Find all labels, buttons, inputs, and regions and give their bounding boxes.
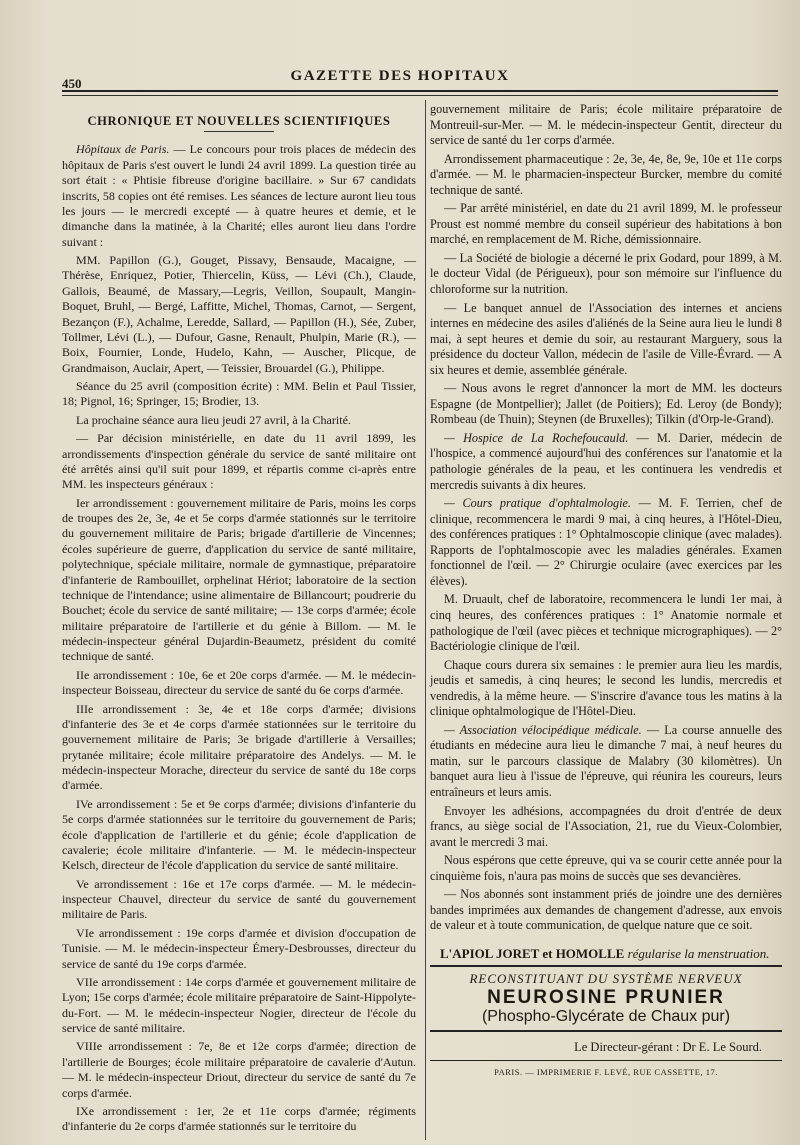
ad-rule (430, 965, 782, 967)
paragraph (430, 301, 782, 379)
paragraph (62, 1104, 416, 1135)
paragraph (430, 658, 782, 720)
paragraph (430, 201, 782, 248)
paragraph-lead: — Hospice de La Rochefoucauld. (444, 430, 629, 445)
section-title: CHRONIQUE ET NOUVELLES SCIENTIFIQUES (87, 114, 391, 128)
paragraph (430, 102, 782, 149)
column-separator (425, 100, 426, 1140)
paragraph-text: Séance du 25 avril (composition écrite) : MM. Belin et Paul Tissier, 18; Pignol, 16; Springer, 15; Brodier, 13. (62, 379, 416, 409)
ad-line-3: (Phospho-Glycérate de Chaux pur) (481, 1007, 731, 1025)
paragraph-lead: — Association vélocipédique médicale. (444, 722, 642, 737)
paragraph-text: — Nous avons le regret d'annoncer la mort de MM. les docteurs Espagne (de Montpellier); Jallet (de Poitiers); Ed. Leroy (de Bondy); Rombeau (de Thuin); Steynen (de Bruxelles); Tilkin (d'Orp-le-Grand). (430, 381, 782, 427)
paragraph-text: — Le concours pour trois places de médecin des hôpitaux de Paris s'est ouvert le lundi 24 avril 1899. La question tirée au sort était : « Phtisie fibreuse d'origine bacillaire. » Sur 67 candidats inscrits, 58 copies ont été remises. Les séances de lecture auront lieu tous les jours — le mercredi excepté — à quatre heures et demie, et le dimanche dans la matinée, à la Charité; elles auront lieu dans l'ordre suivant : (62, 142, 416, 249)
paragraph (430, 381, 782, 428)
ad-rule-bottom (430, 1030, 782, 1032)
paragraph (62, 142, 416, 250)
paragraph-text: — Par décision ministérielle, en date du 11 avril 1899, les arrondissements d'inspection générale du service de santé militaire ont été arrêtés ainsi qu'il suit pour 1899, et répartis comme ci-après entre MM. les inspecteurs généraux : (62, 431, 416, 492)
paragraph-text: — Le banquet annuel de l'Association des internes et anciens internes en médecine des asiles d'aliénés de la Seine aura lieu le lundi 8 mai, à sept heures et demie du soir, au restaurant Marguery, sous la présidence du docteur Vallon, médecin de l'asile de Ville-Évrard. — A six heures et demie, assemblée générale. (430, 300, 782, 377)
paragraph-text: VIIe arrondissement : 14e corps d'armée et gouvernement militaire de Lyon; 15e corps d'armée; école militaire préparatoire de Saint-Hippolyte-du-Fort. — M. le médecin-inspecteur Nogier, directeur de l'école du service de santé militaire. (62, 974, 416, 1035)
ad-headline (430, 946, 782, 962)
paragraph (62, 253, 416, 376)
paragraph (430, 853, 782, 884)
paragraph-lead: — Cours pratique d'ophtalmologie. (444, 496, 631, 511)
paragraph-text: IIe arrondissement : 10e, 6e et 20e corps d'armée. — M. le médecin-inspecteur Boisseau, directeur du service de santé du 6e corps d'armée. (62, 667, 416, 698)
paragraph-text: Ier arrondissement : gouvernement militaire de Paris, moins les corps de troupes des 2e, 3e, 4e et 5e corps d'armée stationnés sur le territoire du gouvernement militaire de Paris; brigade d'artillerie de Vincennes; écoles supérieure de guerre, d'application du service de santé militaire, polytechnique, spéciale militaire, normale de gymnastique, préparatoire d'infanterie de Rambouillet, orphelinat Hériot; laboratoire de la section technique de l'intendance; usine alimentaire de Billancourt; poudrerie du Bouchet; école du service de santé militaire; — 13e corps d'armée; école militaire préparatoire de l'artillerie et du génie à Billom. — M. le médecin-inspecteur général Dujardin-Beaumetz, président du comité technique de santé. (62, 495, 416, 664)
paragraph (430, 804, 782, 851)
printer-imprint: PARIS. — IMPRIMERIE F. LEVÉ, RUE CASSETTE, 17. (494, 1066, 718, 1077)
page-number: 450 (62, 76, 82, 91)
paragraph (62, 413, 416, 428)
paragraph (430, 723, 782, 801)
left-paragraphs (62, 142, 416, 1134)
paragraph-text: IIIe arrondissement : 3e, 4e et 18e corps d'armée; divisions d'infanterie des 3e et 4e corps d'armée stationnées sur le territoire du gouvernement militaire de Paris; 3e brigade d'artillerie à Versailles; prytanée militaire; école militaire préparatoire des Andelys. — M. le médecin-inspecteur Morache, directeur du service de santé du 18e corps d'armée. (62, 701, 416, 793)
paragraph (62, 926, 416, 972)
paragraph (62, 877, 416, 923)
paragraph (430, 251, 782, 298)
right-column (430, 102, 782, 1080)
paragraph (62, 1039, 416, 1101)
paragraph (62, 431, 416, 493)
paragraph-text: — La Société de biologie a décerné le prix Godard, pour 1899, à M. le docteur Vidal (de Périgueux), pour son mémoire sur l'influence du chloroforme sur la nutrition. (430, 250, 782, 297)
paragraph-text: — M. Darier, médecin de l'hospice, a commencé aujourd'hui des conférences sur l'anatomie et la pathologie générales de la peau, et les continuera les vendredis et mercredis suivants à dix heures. (430, 430, 783, 492)
header-rule (62, 90, 778, 92)
paragraph-text: — M. F. Terrien, chef de clinique, recommencera le mardi 9 mai, à cinq heures, à l'Hôtel-Dieu, des conférences pratiques : 1° Ophtalmoscopie clinique (avec malades). Rapports de l'ophtalmoscopie avec les maladies générales. Examen fonctionnel de l'œil. — 2° Chirurgie oculaire (avec exercices par les élèves). (430, 496, 782, 588)
running-title: GAZETTE DES HOPITAUX (290, 68, 510, 84)
paragraph-text: Arrondissement pharmaceutique : 2e, 3e, 4e, 8e, 9e, 10e et 11e corps d'armée. — M. le pharmacien-inspecteur Burcker, membre du comité technique de santé. (430, 151, 782, 197)
paragraph (62, 668, 416, 699)
paragraph-text: — Par arrêté ministériel, en date du 21 avril 1899, M. le professeur Proust est nommé membre du conseil supérieur des habitations à bon marché, en remplacement de M. Riche, démissionnaire. (430, 201, 782, 247)
section-title-rule (204, 131, 274, 132)
paragraph-text: gouvernement militaire de Paris; école militaire préparatoire de Montreuil-sur-Mer. — M. le médecin-inspecteur Gentit, directeur du service de santé du 1er corps d'armée. (430, 102, 782, 148)
paragraph-text: MM. Papillon (G.), Gouget, Pissavy, Bensaude, Macaigne, — Thérèse, Enriquez, Potier, Thiercelin, Küss, — Lévi (Ch.), Claude, Gallois, Beaumé, de Massary,—Legris, Veillon, Soupault, Mangin-Boquet, Bruhl, — Bergé, Laffitte, Michel, Thomas, Carnot, — Sergent, Bezançon (F.), Achalme, Leredde, Sallard, — Papillon (H.), Sée, Zuber, Tollmer, Lévi (L.), — Dufour, Gasne, Renault, Phulpin, Marie (R.), — Boix, Fournier, Londe, Hudelo, Kahn, — Auscher, Plicque, de Grandmaison, Auclair, Apert, — Teissier, Brouardel (G.), Philippe. (62, 253, 416, 375)
paragraph (62, 797, 416, 874)
paragraph-text: M. Druault, chef de laboratoire, recommencera le lundi 1er mai, à cinq heures, des conférences pratiques : 1° Anatomie normale et pathologique de l'œil (avec pièces et technique micrographiques). — 2° Bactériologie clinique de l'œil. (430, 592, 782, 654)
paragraph-text: — La course annuelle des étudiants en médecine aura lieu le dimanche 7 mai, à neuf heures du matin, sur le parcours classique de Malabry (30 kilomètres). Un banquet aura lieu à l'issue de l'épreuve, qui réunira les coureurs, leurs entraîneurs et leurs amis. (430, 722, 782, 799)
paragraph (62, 379, 416, 410)
ad-line-1: RECONSTITUANT DU SYSTÈME NERVEUX (469, 971, 743, 987)
director-signature: Le Directeur-gérant : Dr E. Le Sourd. (574, 1039, 762, 1054)
advertisement (430, 946, 782, 1080)
paragraph-text: Nous espérons que cette épreuve, qui va se courir cette année pour la cinquième fois, n'aura pas moins de succès que ses devancières. (430, 853, 782, 883)
paragraph (62, 975, 416, 1037)
header-rule-thin (62, 95, 778, 96)
paragraph-text: Envoyer les adhésions, accompagnées du droit d'entrée de deux francs, au siège social de l'Association, 21, rue du Vieux-Colombier, avant le mercredi 3 mai. (430, 803, 782, 849)
paragraph-lead: Hôpitaux de Paris. (76, 142, 170, 157)
paragraph-text: VIe arrondissement : 19e corps d'armée et division d'occupation de Tunisie. — M. le médecin-inspecteur Émery-Desbrousses, directeur du service de santé du 19e corps d'armée. (62, 925, 416, 971)
ad-box (430, 971, 782, 1026)
paragraph-text: VIIIe arrondissement : 7e, 8e et 12e corps d'armée; direction de l'artillerie de Bourges; école militaire préparatoire de cavalerie d'Autun. — M. le médecin-inspecteur Driout, directeur du service de santé du 7e corps d'armée. (62, 1039, 416, 1100)
paragraph-text: Chaque cours durera six semaines : le premier aura lieu les mardis, jeudis et samedis, à cinq heures; le second les lundis, mercredis et vendredis, à la même heure. — S'inscrire d'avance tous les matins à la clinique ophtalmologique de l'Hôtel-Dieu. (430, 657, 782, 719)
right-paragraphs (430, 102, 782, 934)
paragraph-text: IXe arrondissement : 1er, 2e et 11e corps d'armée; régiments d'infanterie du 2e corps d'armée stationnés sur le territoire du (62, 1103, 416, 1134)
paragraph (430, 887, 782, 934)
paragraph (430, 152, 782, 199)
paragraph (62, 702, 416, 794)
paragraph (430, 496, 782, 589)
paragraph-text: Ve arrondissement : 16e et 17e corps d'armée. — M. le médecin-inspecteur Chauvel, directeur du service de santé du gouvernement militaire de Paris. (62, 876, 416, 922)
paragraph-text: La prochaine séance aura lieu jeudi 27 avril, à la Charité. (76, 412, 351, 427)
paragraph (62, 496, 416, 665)
paragraph (430, 592, 782, 654)
footer-rule (430, 1060, 782, 1061)
paragraph-text: IVe arrondissement : 5e et 9e corps d'armée; divisions d'infanterie du 5e corps d'armée stationnées sur le territoire du gouvernement de Paris; école d'application de l'artillerie et du génie; école d'application de cavalerie; école militaire d'infanterie. — M. le médecin-inspecteur Kelsch, directeur de l'école d'application du service de santé militaire. (62, 796, 416, 873)
ad-headline-bold: L'APIOL JORET et HOMOLLE (440, 945, 625, 961)
ad-line-2: NEUROSINE PRUNIER (487, 986, 725, 1008)
paragraph-text: — Nos abonnés sont instamment priés de joindre une des dernières bandes imprimées aux demandes de changement d'adresse, aux envois de valeur et à toute communication, de quelque nature que ce soit. (430, 887, 782, 933)
left-column (62, 102, 416, 1135)
paragraph (430, 431, 782, 493)
ad-headline-italic: régularise la menstruation. (627, 945, 770, 961)
